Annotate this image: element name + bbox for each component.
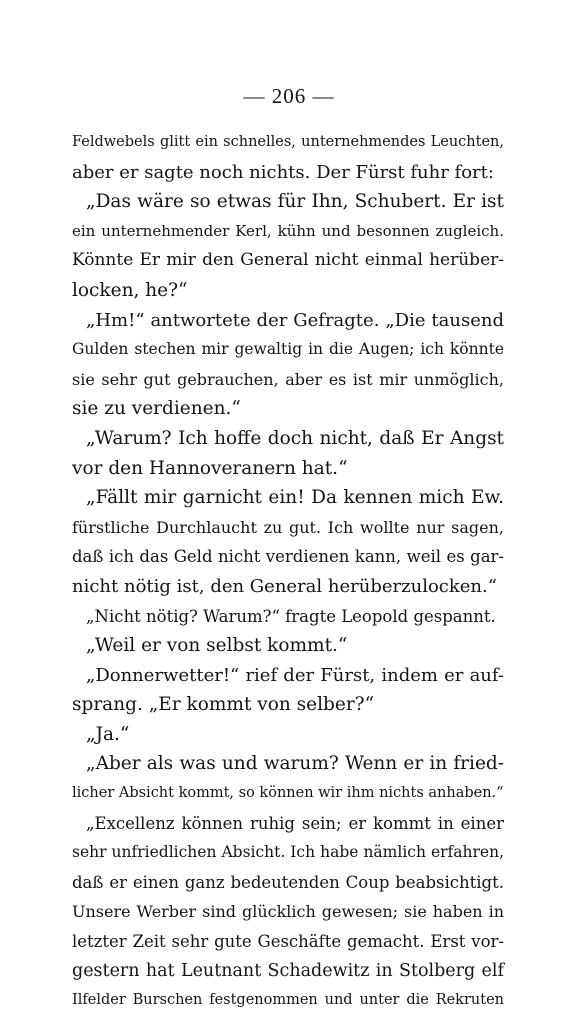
- text-line: fürstliche Durchlaucht zu gut. Ich wollte nur sagen,: [72, 517, 504, 537]
- text-line: sie zu verdienen.“: [72, 398, 241, 420]
- text-line: daß er einen ganz bedeutenden Coup beabsichtigt.: [72, 872, 504, 892]
- text-line: daß ich das Geld nicht verdienen kann, weil es gar-: [72, 547, 504, 567]
- body-text: [72, 128, 504, 1016]
- text-line: „Aber als was und warum? Wenn er in fried-: [86, 753, 504, 775]
- text-line: „Weil er von selbst kommt.“: [86, 635, 348, 657]
- text-line: Unsere Werber sind glücklich gewesen; sie haben in: [72, 902, 504, 922]
- text-line: „Ja.“: [86, 723, 130, 745]
- text-line: sehr unfriedlichen Absicht. Ich habe nämlich erfahren,: [72, 843, 504, 862]
- text-line: „Excellenz können ruhig sein; er kommt in einer: [86, 813, 504, 833]
- text-line: Feldwebels glitt ein schnelles, unternehmendes Leuchten,: [72, 134, 504, 150]
- text-line: „Nicht nötig? Warum?“ fragte Leopold gespannt.: [86, 606, 496, 626]
- text-line: vor den Hannoveranern hat.“: [72, 457, 348, 479]
- text-line: aber er sagte noch nichts. Der Fürst fuhr fort:: [72, 161, 494, 183]
- text-line: „Warum? Ich hoffe doch nicht, daß Er Angst: [86, 427, 504, 449]
- text-line: sie sehr gut gebrauchen, aber es ist mir unmöglich,: [72, 369, 504, 389]
- text-line: Gulden stechen mir gewaltig in die Augen; ich könnte: [72, 340, 504, 359]
- text-line: licher Absicht kommt, so können wir ihm nichts anhaben.“: [72, 785, 504, 802]
- text-line: sprang. „Er kommt von selber?“: [72, 694, 375, 716]
- text-line: „Donnerwetter!“ rief der Fürst, indem er auf-: [86, 664, 504, 686]
- text-line: locken, he?“: [72, 279, 188, 301]
- text-line: nicht nötig ist, den General herüberzulocken.“: [72, 575, 497, 597]
- text-line: ein unternehmender Kerl, kühn und besonnen zugleich.: [72, 221, 504, 240]
- text-line: letzter Zeit sehr gute Geschäfte gemacht. Erst vor-: [72, 932, 504, 952]
- text-line: „Das wäre so etwas für Ihn, Schubert. Er ist: [86, 191, 504, 213]
- text-line: „Hm!“ antwortete der Gefragte. „Die tausend: [86, 309, 504, 331]
- text-line: gestern hat Leutnant Schadewitz in Stolberg elf: [72, 960, 504, 981]
- page-number: — 206 —: [243, 84, 335, 108]
- text-line: Ilfelder Burschen festgenommen und unter die Rekruten: [72, 992, 504, 1009]
- text-line: Könnte Er mir den General nicht einmal herüber-: [72, 250, 504, 271]
- text-line: „Fällt mir garnicht ein! Da kennen mich Ew.: [86, 487, 504, 509]
